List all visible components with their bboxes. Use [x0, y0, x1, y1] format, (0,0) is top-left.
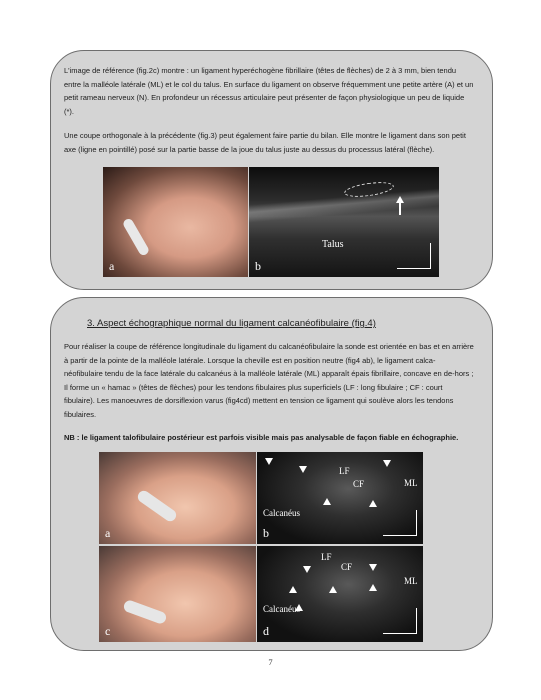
- fig3-panel: [50, 50, 493, 290]
- lf-label: LF: [321, 552, 332, 562]
- calcaneus-label: Calcanéus: [263, 604, 300, 614]
- cf-label: CF: [341, 562, 353, 572]
- fig4b-letter: b: [263, 526, 269, 540]
- fig4a-photo: [99, 452, 256, 544]
- arrowhead-icon: [299, 466, 307, 473]
- arrowhead-icon: [369, 500, 377, 507]
- fig4-panel: [50, 297, 493, 651]
- arrowhead-icon: [383, 460, 391, 467]
- arrowhead-icon: [369, 584, 377, 591]
- dotted-ligament-outline: [343, 180, 394, 200]
- arrow-shaft: [399, 203, 401, 215]
- foot-sketch-icon: [383, 608, 417, 634]
- probe-shape: [122, 217, 151, 257]
- fig4c-letter: c: [105, 624, 111, 638]
- probe-shape: [122, 599, 167, 625]
- nb-note: NB : le ligament talofibulaire postérieur est parfois visible mais pas analysable de façon fiable en échographie.: [64, 433, 459, 442]
- fig4d-letter: d: [263, 624, 269, 638]
- cf-label: CF: [353, 479, 365, 489]
- ml-label: ML: [404, 576, 418, 586]
- probe-shape: [136, 488, 179, 523]
- arrowhead-icon: [303, 566, 311, 573]
- fig4c-photo: [99, 546, 256, 642]
- arrowhead-icon: [369, 564, 377, 571]
- arrow-up-icon: [396, 196, 404, 203]
- foot-sketch-icon: [397, 243, 431, 269]
- fig3a-letter: a: [109, 259, 115, 273]
- foot-sketch-icon: [383, 510, 417, 536]
- fig3a-photo: [103, 167, 248, 277]
- fig4d-ultrasound: [257, 546, 423, 642]
- paragraph-reference-image: L'image de référence (fig.2c) montre : un ligament hyperéchogène fibrillaire (têtes de flèches) de 2 à 3 mm, bien tendu entre la malléole latérale (ML) et le col du talus. En surface du ligament on observe fréquemment une petite artère (A) et un petit rameau nerveux (N). En profondeur un récessus articulaire peut présenter de façon physiologique un peu de liquide (*).: [64, 66, 474, 116]
- arrowhead-icon: [329, 586, 337, 593]
- section-heading: 3. Aspect échographique normal du ligament calcanéofibulaire (fig.4): [87, 318, 376, 329]
- calcaneus-label: Calcanéus: [263, 508, 300, 518]
- ml-label: ML: [404, 478, 418, 488]
- page-number: 7: [268, 657, 273, 667]
- paragraph-orthogonal-cut: Une coupe orthogonale à la précédente (fig.3) peut également faire partie du bilan. Elle montre le ligament dans son petit axe (ligne en pointillé) posé sur la partie basse de la joue du talus juste au dessus du processus latéral (flèche).: [64, 131, 466, 154]
- paragraph-calcaneofibular: Pour réaliser la coupe de référence longitudinale du ligament du calcanéofibulaire la sonde est orientée en bas et en arrière à partir de la pointe de la malléole latérale. Lorsque la cheville est en position neutre (fig4 ab), le ligament calca-néofibulaire tendu de la face latérale du calcanéus à la malléole latérale (ML) apparaît épais fibrillaire, concave en de-hors ; Il forme un « hamac » (têtes de flèches) pour les tendons fibulaires plus superficiels (LF : long fibulaire ; CF : court fibulaire). Les manoeuvres de dorsiflexion varus (fig4cd) mettent en tension ce ligament qui soulève alors les tendons fibulaires.: [64, 342, 474, 419]
- fig4a-letter: a: [105, 526, 111, 540]
- arrowhead-icon: [289, 586, 297, 593]
- fig3b-letter: b: [255, 259, 261, 273]
- fig3b-ultrasound: [249, 167, 439, 277]
- arrowhead-icon: [323, 498, 331, 505]
- lf-label: LF: [339, 466, 350, 476]
- talus-label: Talus: [322, 239, 344, 250]
- arrowhead-icon: [265, 458, 273, 465]
- fig4b-ultrasound: [257, 452, 423, 544]
